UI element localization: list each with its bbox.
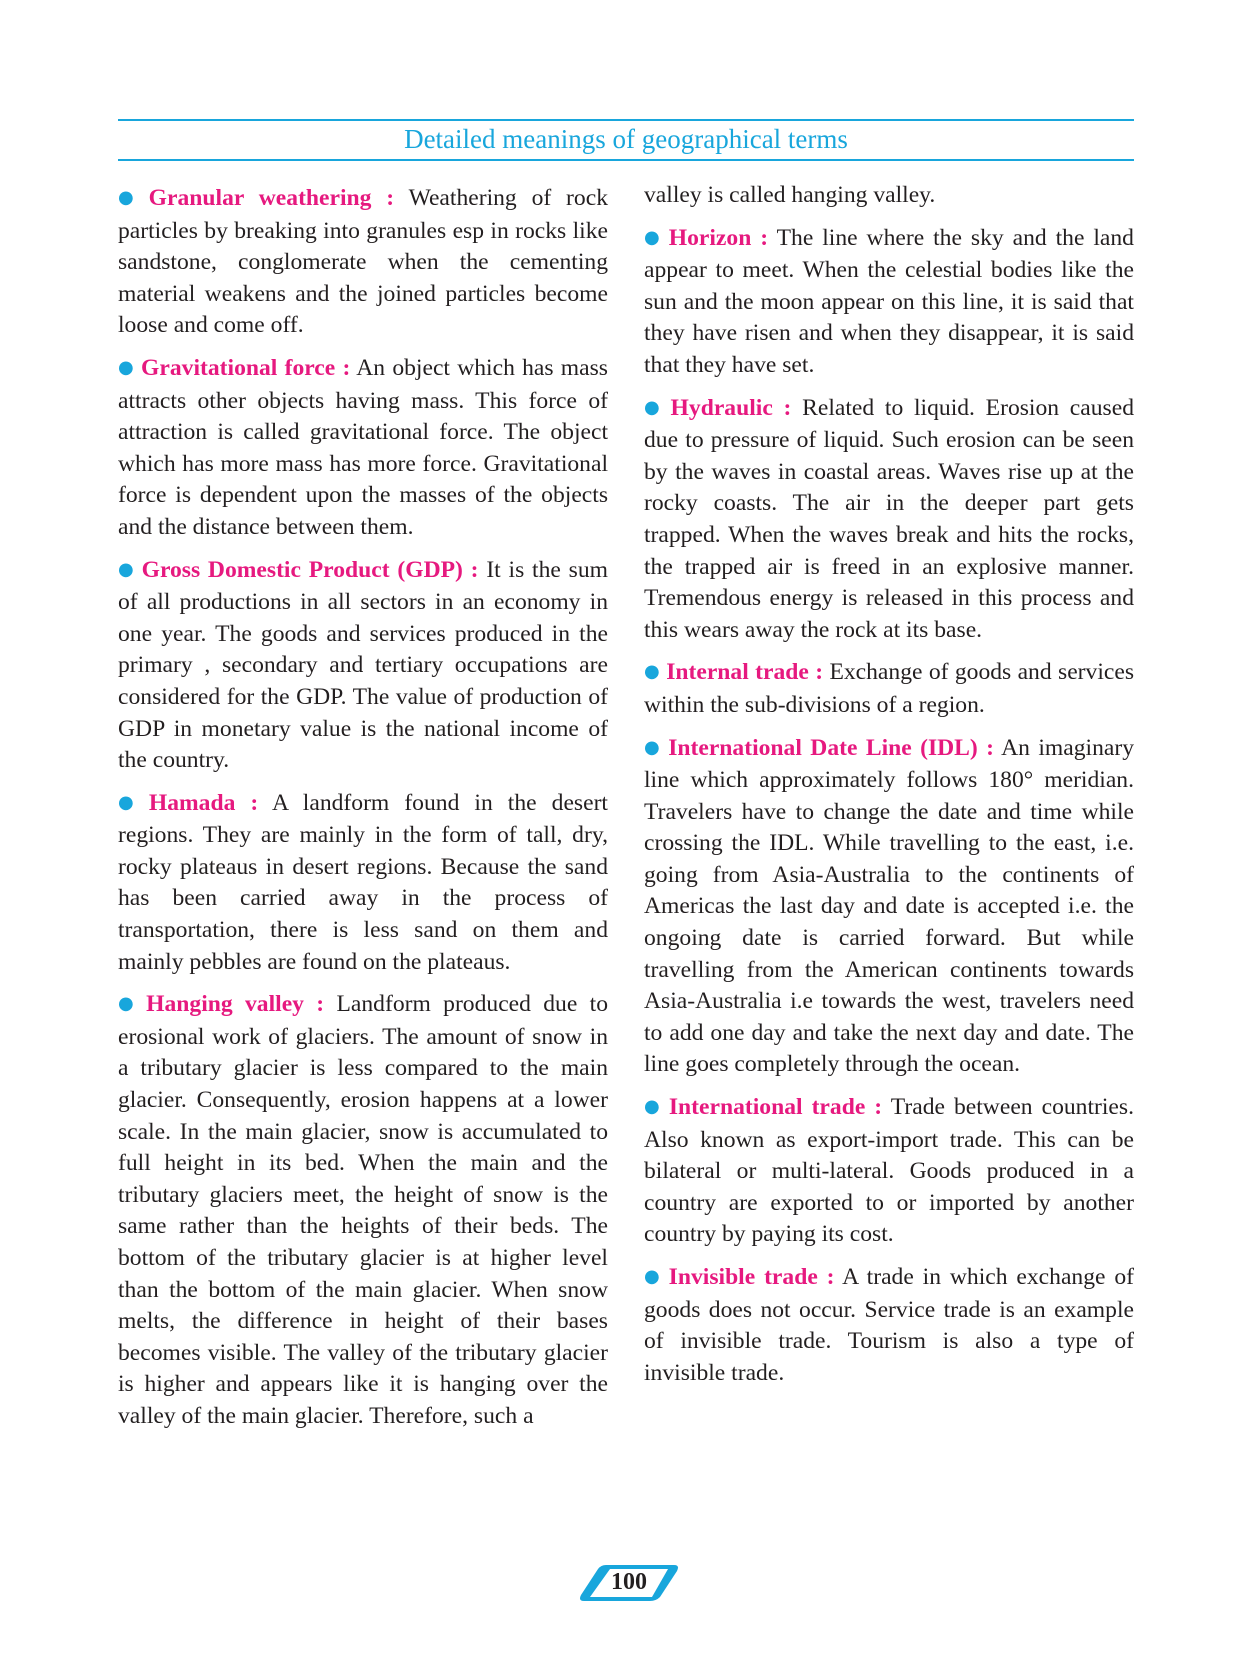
glossary-term: Hydraulic : [670,394,792,421]
page-title: Detailed meanings of geographical terms [404,124,848,154]
glossary-definition: Trade between countries. Also known as export-import trade. This can be bilateral or multi-lateral. Goods produced in a country are exported to or imported by another country by paying its cost. [644,1094,1134,1248]
bullet-icon: ● [118,791,143,813]
glossary-entry [118,989,608,1432]
glossary-definition: Related to liquid. Erosion caused due to pressure of liquid. Such erosion can be seen by the waves in coastal areas. Waves rise up at the rocky coasts. The air in the deeper part gets trapped. When the waves break and hits the rocks, the trapped air is freed in an explosive manner. Tremendous energy is released in this process and this wears away the rock at its base. [644,394,1134,643]
glossary-term: Granular weathering : [148,185,395,211]
bullet-icon: ● [118,558,136,580]
glossary-term: International trade : [668,1094,883,1121]
glossary-term: Gross Domestic Product (GDP) : [141,556,479,583]
glossary-term: Horizon : [668,224,769,251]
glossary-entry [644,223,1134,382]
glossary-entry [118,555,608,777]
glossary-term: Internal trade : [666,659,824,686]
bullet-icon: ● [118,993,141,1015]
glossary-term: Hanging valley : [146,991,325,1018]
bullet-icon: ● [118,187,143,208]
glossary-term: Hamada : [148,789,259,816]
bullet-icon: ● [644,661,661,683]
glossary-entry [118,788,608,979]
glossary-entry [644,733,1134,1082]
page-number: 100 [611,1569,647,1595]
glossary-definition: An imaginary line which approximately follows 180° meridian. Travelers have to change the date and time while crossing the IDL. While travelling to the east, i.e. going from Asia-Australia to the continents of Americas the last day and date is accepted i.e. the ongoing date is carried forward. But while travelling from the American continents towards Asia-Australia i.e towards the west, travelers need to add one day and take the next day and date. The line goes completely through the ocean. [644,734,1134,1078]
bullet-icon: ● [118,356,136,378]
glossary-term: Gravitational force : [141,354,351,381]
glossary-definition: An object which has mass attracts other objects having mass. This force of attraction is called gravitational force. The object which has more mass has more force. Gravitational force is dependent upon the masses of the objects and the distance between them. [118,354,608,540]
bullet-icon: ● [644,396,665,418]
glossary-definition: Weathering of rock particles by breaking into granules esp in rocks like sandstone, conglomerate when the cementing material weakens and the joined particles become loose and come off. [118,185,608,339]
glossary-entry [118,353,608,544]
bullet-icon: ● [644,226,663,248]
glossary-definition: It is the sum of all productions in all sectors in an economy in one year. The goods and services produced in the primary , secondary and tertiary occupations are considered for the GDP. The value of production of GDP in monetary value is the national income of the country. [118,556,608,774]
glossary-entry [118,183,608,342]
glossary-continuation: valley is called hanging valley. [644,182,936,208]
glossary-entry [644,1262,1134,1389]
bullet-icon: ● [644,736,663,758]
glossary-term: International Date Line (IDL) : [668,734,995,761]
glossary-definition: The line where the sky and the land appear to meet. When the celestial bodies like the sun and the moon appear on this line, it is said that they have risen and when they disappear, it is said that they have set. [644,224,1134,378]
bullet-icon: ● [644,1096,663,1118]
glossary-term: Invisible trade : [668,1264,835,1290]
right-column [644,180,1134,1400]
glossary-entry [644,1092,1134,1251]
page-header [118,119,1134,161]
glossary-definition: Landform produced due to erosional work of glaciers. The amount of snow in a tributary glacier is less compared to the main glacier. Consequently, erosion happens at a lower scale. In the main glacier, snow is accumulated to full height in its bed. When the main and the tributary glaciers meet, the height of snow is the same rather than the heights of their beds. The bottom of the tributary glacier is at higher level than the bottom of the main glacier. When snow melts, the difference in height of their bases becomes visible. The valley of the tributary glacier is higher and appears like it is hanging over the valley of the main glacier. Therefore, such a [118,991,608,1429]
page-number-badge [576,1563,682,1603]
left-column [118,183,608,1444]
glossary-definition: Exchange of goods and services within the sub-divisions of a region. [644,659,1135,718]
bullet-icon: ● [644,1266,663,1287]
glossary-entry [644,393,1134,647]
glossary-definition: A trade in which exchange of goods does not occur. Service trade is an example of invisible trade. Tourism is also a type of invisible trade. [644,1264,1134,1386]
glossary-entry [644,657,1134,721]
glossary-definition: A landform found in the desert regions. They are mainly in the form of tall, dry, rocky plateaus in desert regions. Because the sand has been carried away in the process of transportation, there is less sand on them and mainly pebbles are found on the plateaus. [118,789,608,975]
